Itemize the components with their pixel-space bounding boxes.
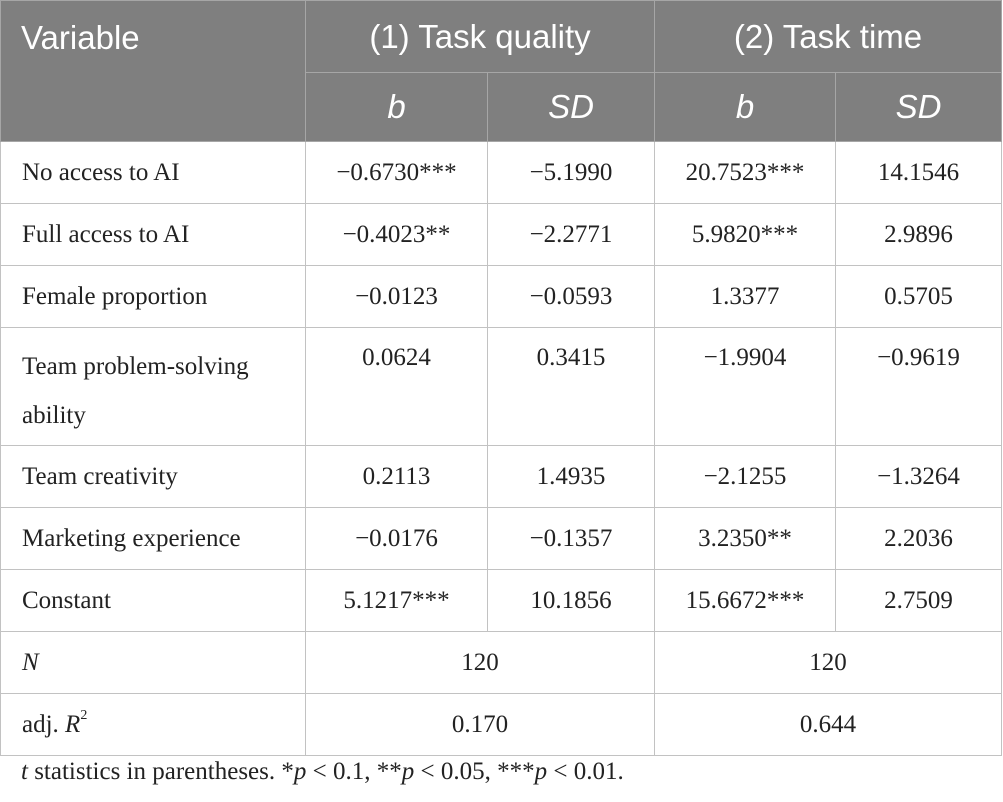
cell-sd-quality: −0.0593 [488,266,655,328]
note-text-1: statistics in parentheses. * [27,758,294,785]
header-task-time: (2) Task time [655,1,1002,73]
table-row [1,446,1002,508]
table-row [1,142,1002,204]
stat-row-r2 [1,694,1002,756]
cell-b-time: 1.3377 [655,266,836,328]
r2-sup: 2 [80,708,88,724]
cell-sd-quality: 1.4935 [488,446,655,508]
header-sd-quality: SD [488,73,655,142]
cell-b-time: −1.9904 [655,328,836,446]
table-row [1,204,1002,266]
cell-sd-time: −0.9619 [836,328,1002,446]
cell-b-time: 5.9820*** [655,204,836,266]
cell-b-quality: −0.0176 [306,508,488,570]
cell-b-time: 15.6672*** [655,570,836,632]
stat-n-quality: 120 [306,632,655,694]
note-text-3: < 0.05, *** [414,758,535,785]
note-p1: p [293,758,307,785]
table-row [1,328,1002,446]
cell-sd-quality: −2.2771 [488,204,655,266]
note-text-2: < 0.1, ** [306,758,402,785]
cell-sd-time: −1.3264 [836,446,1002,508]
header-sd-time: SD [836,73,1002,142]
cell-sd-quality: −0.1357 [488,508,655,570]
cell-sd-time: 2.9896 [836,204,1002,266]
cell-b-quality: 0.0624 [306,328,488,446]
cell-sd-time: 0.5705 [836,266,1002,328]
header-b-time: b [655,73,836,142]
cell-sd-quality: 10.1856 [488,570,655,632]
row-label: Female proportion [1,266,306,328]
cell-b-quality: 5.1217*** [306,570,488,632]
table-row [1,266,1002,328]
stat-row-n [1,632,1002,694]
stat-label-r2 [1,694,306,756]
cell-b-quality: −0.6730*** [306,142,488,204]
table-body [1,142,1002,756]
table-header [1,1,1002,142]
cell-b-time: 20.7523*** [655,142,836,204]
cell-sd-time: 2.2036 [836,508,1002,570]
row-label: Team problem-solving ability [1,328,306,446]
cell-sd-time: 2.7509 [836,570,1002,632]
note-text-4: < 0.01. [547,758,624,785]
r2-prefix: adj. [22,710,66,738]
cell-sd-time: 14.1546 [836,142,1002,204]
r2-var: R [65,710,81,738]
table-row [1,508,1002,570]
row-label: Team creativity [1,446,306,508]
cell-b-time: 3.2350** [655,508,836,570]
n-label: N [22,648,39,676]
stat-n-time: 120 [655,632,1002,694]
header-b-quality: b [306,73,488,142]
cell-sd-quality: 0.3415 [488,328,655,446]
table-footnote [21,758,624,786]
cell-b-quality: −0.0123 [306,266,488,328]
header-variable: Variable [1,1,306,142]
note-t: t [21,758,28,785]
table-row [1,570,1002,632]
row-label: Marketing experience [1,508,306,570]
stat-r2-time: 0.644 [655,694,1002,756]
stat-label-n [1,632,306,694]
stat-r2-quality: 0.170 [306,694,655,756]
row-label: Full access to AI [1,204,306,266]
row-label: No access to AI [1,142,306,204]
note-p2: p [401,758,415,785]
cell-b-quality: −0.4023** [306,204,488,266]
cell-sd-quality: −5.1990 [488,142,655,204]
cell-b-quality: 0.2113 [306,446,488,508]
row-label: Constant [1,570,306,632]
header-task-quality: (1) Task quality [306,1,655,73]
note-p3: p [534,758,548,785]
cell-b-time: −2.1255 [655,446,836,508]
